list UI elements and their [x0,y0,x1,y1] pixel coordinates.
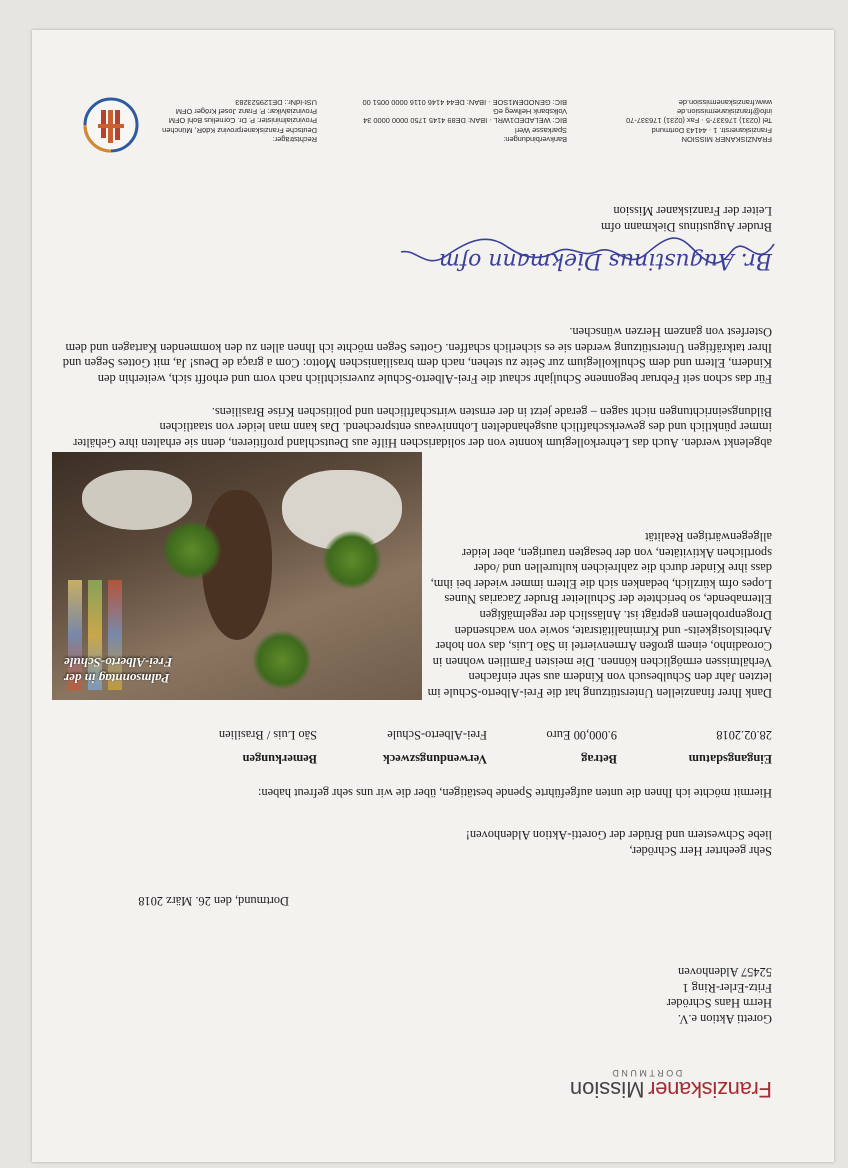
palm-branch [322,530,382,590]
footer-line: info@franziskanermission.de [677,107,772,117]
children-group [82,470,192,530]
footer-line: FRANZISKANER MISSION [681,135,772,144]
footer-line: Provinzialvikar: P. Franz Josef Kröger OFM [175,107,317,117]
franciscan-seal-icon [82,96,140,154]
salutation-line: Sehr geehrter Herr Schröder, [629,844,772,858]
franziskaner-mission-logo [570,1068,772,1102]
signer-name: Bruder Augustinus Diekmann ofm [600,220,772,234]
header-verwendungszweck: Verwendungszweck [382,752,487,766]
address-line: Fritz-Erler-Ring 1 [682,980,772,995]
donation-table [117,727,772,766]
address-line: Herrn Hans Schröder [666,996,772,1011]
cell-amount: 9.000,00 Euro [546,728,617,742]
palm-branch [162,520,222,580]
letter-paper [32,30,834,1162]
signature-script: Br. Augustinus Diekmann ofm [439,248,772,273]
footer-line: Tel (0231) 176337-5 · Fax (0231) 176337-70 [626,116,772,126]
footer-line: www.franziskanermission.de [678,97,772,107]
footer-line: Sparkasse Werl [514,125,567,135]
header-bemerkungen: Bemerkungen [242,752,317,766]
header-eingangsdatum: Eingangsdatum [688,752,772,766]
palm-branch [252,630,312,690]
logo-city: DORTMUND [609,1068,683,1078]
footer-line: Provinzialminister: P. Dr. Cornelius Bohl OFM [168,116,317,126]
footer-line: BIC: WELADED1WRL · IBAN: DE89 4145 1750 0000 0000 34 [363,116,567,126]
footer-line: Rechtsträger: [272,135,317,144]
signer-block [601,203,772,234]
photo-caption [64,654,172,686]
cell-date: 28.02.2018 [716,728,772,742]
donation-table-header-row [117,742,772,766]
footer-bank-column [363,98,567,144]
seal-graphic [82,96,140,154]
body-paragraph-2: Für das schon seit Februar begonnene Schuljahr schaut die Frei-Alberto-Schule zuversichtlich nach vorn und erhofft sich, weiterhin den Kindern, Eltern und dem Schulkollegium zur Seite zu stehen, nach dem brasilianischen Motto: Com a graça de Deus! Ja, mit Gottes Segen und Ihrer tatkräftigen Unterstützung werden sie es sicherlich schaffen. Gottes Segen möchte ich Ihnen allen zu den kommenden Kartagen und dem Osterfest von ganzem Herzen wünschen. [62,325,772,386]
logo-word-franziskaner: Franziskaner [648,1077,772,1102]
donation-table-row [117,727,772,742]
recipient-address [667,964,772,1026]
photo-caption-line: Frei-Alberto-Schule [64,655,173,670]
footer-contact-column [626,98,772,144]
cell-remarks: São Luis / Brasilien [218,728,317,742]
header-betrag: Betrag [581,752,617,766]
logo-word-mission: Mission [569,1077,645,1102]
salutation-line: liebe Schwestern und Brüder der Goretti-Aktion Aldenhoven! [465,828,772,843]
photo-caption-line: Palmsonntag in der [64,671,170,686]
body-paragraph-1-continued: abgelenkt werden. Auch das Lehrerkollegium konnte von der solidarischen Hilfe aus Deutschland profitieren, denn sie erhalten ihre Gehälter immer pünktlich und des gewerkschaftlich ausgehandelten Lohnniveaus entsprechend. Das kann man leider von staatlichen Bildungseinrichtungen nicht sagen – gerade jetzt in der ernsten wirtschaftlichen und politischen Krise Brasiliens. [73,404,772,450]
footer-line: USt-IdNr.: DE129523283 [235,97,317,107]
palm-sunday-photo [52,452,422,700]
signer-title: Leiter der Franziskaner Mission [613,204,772,219]
address-line: 52457 Aldenhoven [678,965,772,980]
cell-purpose: Frei-Alberto-Schule [387,728,487,742]
footer-line: Volksbank Hellweg eG [493,107,567,117]
address-line: Goretti Aktion e.V. [677,1012,772,1026]
salutation [466,827,772,858]
footer-line: Bankverbindungen: [503,135,567,144]
intro-text: Hiermit möchte ich Ihnen die unten aufgeführte Spende bestätigen, über die wir uns sehr gefreut haben: [257,786,772,800]
dateline: Dortmund, den 26. März 2018 [138,894,289,908]
footer-line: Franziskanerstr. 1 · 44143 Dortmund [651,125,772,135]
footer-line: BIC: GENODEM1SOE · IBAN: DE44 4146 0116 0000 0051 00 [362,97,567,107]
body-paragraph-1: Dank Ihrer finanziellen Unterstützung hat die Frei-Alberto-Schule im letzten Jahr den Schulbesuch von Kindern aus sehr einfachen Verhältnissen ermöglichen können. Die meisten Familien wohnen in Coroadinho, einem großen Armenviertel in São Luis, das von hoher Arbeitslosigkeits- und Kriminalitätsrate, sowie von wachsenden Drogenproblemen geprägt ist. Anlässlich der regelmäßigen Elternabende, so berichtete der Schulleiter Bruder Zacarias Nunes Lopes ofm kürzlich, bedanken sich die Eltern immer wieder bei ihm, dass ihre Kinder durch die zahlreichen kulturellen und /oder sportlichen Aktivitäten, von der besagten traurigen, aber leider allgegenwärtigen Realität [427,530,772,700]
footer-legal-column [162,98,317,144]
footer-line: Deutsche Franziskanerprovinz KdöR, München [162,125,317,135]
